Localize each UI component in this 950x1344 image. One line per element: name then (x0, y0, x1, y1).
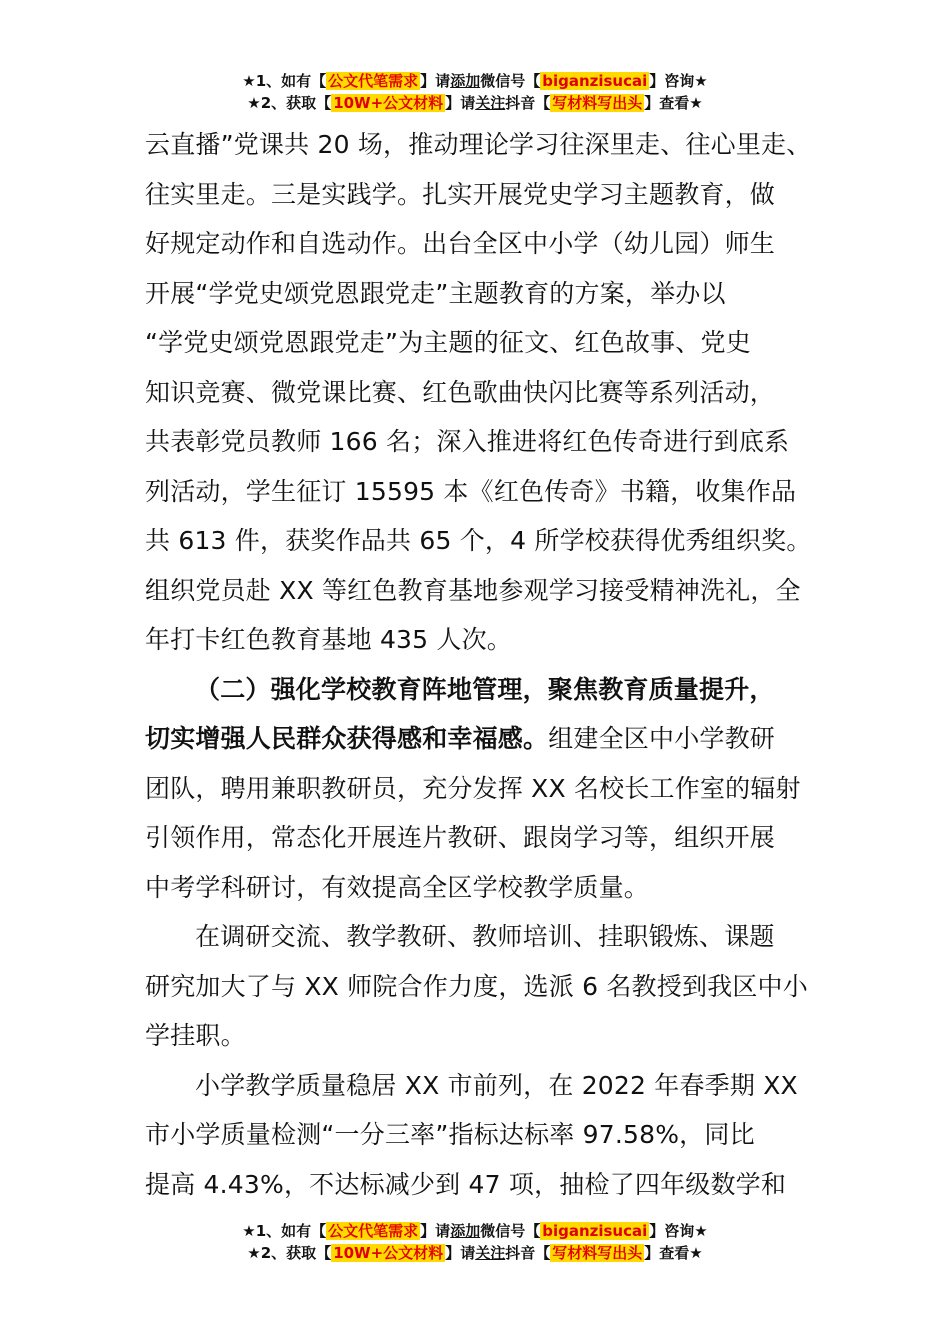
text-line: 共表彰党员教师 166 名；深入推进将红色传奇进行到底系 (145, 427, 790, 456)
text-line: 团队，聘用兼职教研员，充分发挥 XX 名校长工作室的辐射 (145, 773, 801, 803)
banner-text: 】查看★ (644, 1244, 703, 1262)
banner-text: 】咨询★ (649, 1222, 708, 1240)
banner-highlight: 10W+公文材料 (333, 94, 444, 112)
footer-banner (0, 1220, 950, 1264)
banner-line-1 (0, 1220, 950, 1242)
banner-text: 】请 (420, 72, 451, 90)
text-line: 云直播”党课共 20 场，推动理论学习往深里走、往心里走、 (145, 130, 812, 159)
banner-underline: 关注 (475, 94, 506, 112)
text-line: 研究加大了与 XX 师院合作力度，选派 6 名教授到我区中小 (145, 971, 808, 1001)
text-line: 年打卡红色教育基地 435 人次。 (145, 625, 513, 654)
text-line: “学党史颂党恩跟党走”为主题的征文、红色故事、党史 (145, 328, 751, 357)
banner-text: 】请 (445, 94, 476, 112)
banner-highlight: 10W+公文材料 (333, 1244, 444, 1262)
banner-text: 】请 (445, 1244, 476, 1262)
text-line: 学挂职。 (145, 1021, 246, 1050)
banner-text: 微信号【 (480, 1222, 541, 1240)
banner-text: 抖音【 (505, 94, 551, 112)
banner-text: 】请 (420, 1222, 451, 1240)
banner-line-1 (0, 70, 950, 92)
paragraph-2 (145, 665, 825, 913)
section-heading-continued: 切实增强人民群众获得感和幸福感。 (145, 724, 549, 753)
banner-underline: 添加 (450, 1222, 481, 1240)
banner-highlight: biganzisucai (542, 1222, 648, 1240)
header-banner (0, 70, 950, 114)
text-line: 组织党员赴 XX 等红色教育基地参观学习接受精神洗礼，全 (145, 575, 801, 605)
banner-text: 】查看★ (644, 94, 703, 112)
text-line: 引领作用，常态化开展连片教研、跟岗学习等，组织开展 (145, 823, 776, 852)
banner-text: ★2、获取【 (247, 1244, 332, 1262)
text-line: 中考学科研讨，有效提高全区学校教学质量。 (145, 872, 650, 902)
text-line: 开展“学党史颂党恩跟党走”主题教育的方案，举办以 (145, 278, 726, 308)
paragraph-1 (145, 120, 825, 665)
paragraph-3 (145, 912, 825, 1061)
banner-text: ★1、如有【 (242, 72, 327, 90)
document-body (145, 120, 825, 1209)
banner-text: 】咨询★ (649, 72, 708, 90)
text-line: 提高 4.43%，不达标减少到 47 项，抽检了四年级数学和 (145, 1169, 787, 1199)
banner-underline: 添加 (450, 72, 481, 90)
banner-highlight: biganzisucai (542, 72, 648, 90)
banner-line-2 (0, 1242, 950, 1264)
banner-highlight: 写材料写出头 (552, 94, 643, 112)
banner-highlight: 写材料写出头 (552, 1244, 643, 1262)
banner-text: ★1、如有【 (242, 1222, 327, 1240)
text-line: 在调研交流、教学教研、教师培训、挂职锻炼、课题 (195, 922, 775, 951)
text-line: 市小学质量检测“一分三率”指标达标率 97.58%，同比 (145, 1120, 755, 1149)
text-line: 小学教学质量稳居 XX 市前列，在 2022 年春季期 XX (195, 1070, 798, 1100)
section-heading: （二）强化学校教育阵地管理，聚焦教育质量提升， (195, 674, 775, 704)
text-line: 好规定动作和自选动作。出台全区中小学（幼儿园）师生 (145, 229, 776, 258)
banner-line-2 (0, 92, 950, 114)
text-line: 组建全区中小学教研 (548, 724, 776, 753)
banner-highlight: 公文代笔需求 (328, 1222, 419, 1240)
banner-text: ★2、获取【 (247, 94, 332, 112)
banner-highlight: 公文代笔需求 (328, 72, 419, 90)
text-line: 共 613 件，获奖作品共 65 个，4 所学校获得优秀组织奖。 (145, 526, 812, 555)
paragraph-4 (145, 1061, 825, 1210)
banner-text: 抖音【 (505, 1244, 551, 1262)
text-line: 往实里走。三是实践学。扎实开展党史学习主题教育，做 (145, 179, 776, 209)
text-line: 列活动，学生征订 15595 本《红色传奇》书籍，收集作品 (145, 476, 797, 506)
banner-underline: 关注 (475, 1244, 506, 1262)
banner-text: 微信号【 (480, 72, 541, 90)
text-line: 知识竞赛、微党课比赛、红色歌曲快闪比赛等系列活动， (145, 377, 776, 407)
